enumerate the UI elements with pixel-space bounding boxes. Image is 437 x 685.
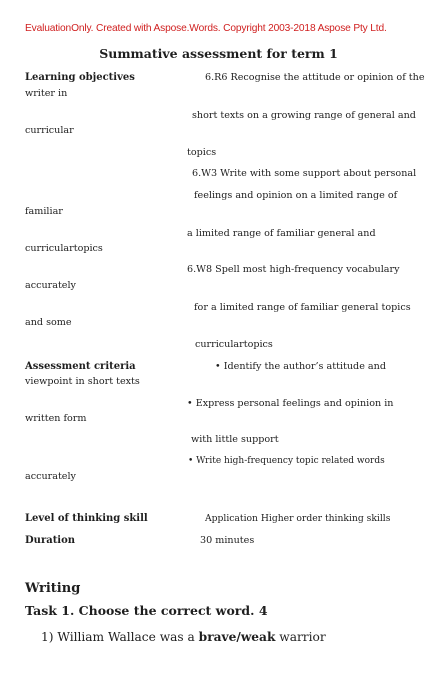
objective-line: 6.R6 Recognise the attitude or opinion of the <box>205 72 425 83</box>
section-heading: Writing <box>25 581 81 596</box>
objective-line: topics <box>187 147 217 158</box>
objective-line: 6.W3 Write with some support about personal <box>192 168 417 179</box>
criteria-line: viewpoint in short texts <box>25 376 140 387</box>
learning-objectives-label: Learning objectives <box>25 72 135 83</box>
option-separator: / <box>236 630 241 644</box>
watermark-text: EvaluationOnly. Created with Aspose.Words. Copyright 2003-2018 Aspose Pty Ltd. <box>25 23 387 34</box>
objective-line: curriculartopics <box>195 339 273 350</box>
task-title: Task 1. Choose the correct word. 4 <box>25 603 268 618</box>
objective-line: 6.W8 Spell most high-frequency vocabulary <box>187 264 400 275</box>
criteria-line: • Write high-frequency topic related words <box>188 456 385 466</box>
criteria-line: accurately <box>25 471 76 482</box>
criteria-line: written form <box>25 413 87 424</box>
option-brave[interactable]: brave <box>198 630 237 644</box>
objective-line: a limited range of familiar general and <box>187 228 376 239</box>
objective-line: curriculartopics <box>25 243 103 254</box>
duration-value: 30 minutes <box>200 535 255 546</box>
objective-line: curricular <box>25 125 74 136</box>
objective-line: writer in <box>25 88 68 99</box>
objective-line: for a limited range of familiar general topics <box>194 302 411 313</box>
objective-line: feelings and opinion on a limited range of <box>194 190 398 201</box>
duration-label: Duration <box>25 535 76 546</box>
objective-line: and some <box>25 317 72 328</box>
thinking-skill-value: Application Higher order thinking skills <box>205 513 391 524</box>
criteria-line: with little support <box>191 434 279 445</box>
option-weak[interactable]: weak <box>240 630 276 644</box>
assessment-criteria-label: Assessment criteria <box>25 361 136 372</box>
question-number: 1) <box>41 630 54 644</box>
question-1 <box>41 631 326 643</box>
objective-line: short texts on a growing range of general and <box>192 110 416 121</box>
question-text-before: William Wallace was a <box>57 630 195 644</box>
criteria-line: • Identify the author’s attitude and <box>215 361 386 372</box>
question-text-after: warrior <box>279 630 326 644</box>
document-title: Summative assessment for term 1 <box>99 46 338 61</box>
objective-line: accurately <box>25 280 76 291</box>
thinking-skill-label: Level of thinking skill <box>25 513 148 524</box>
objective-line: familiar <box>25 206 63 217</box>
criteria-line: • Express personal feelings and opinion in <box>187 398 394 409</box>
